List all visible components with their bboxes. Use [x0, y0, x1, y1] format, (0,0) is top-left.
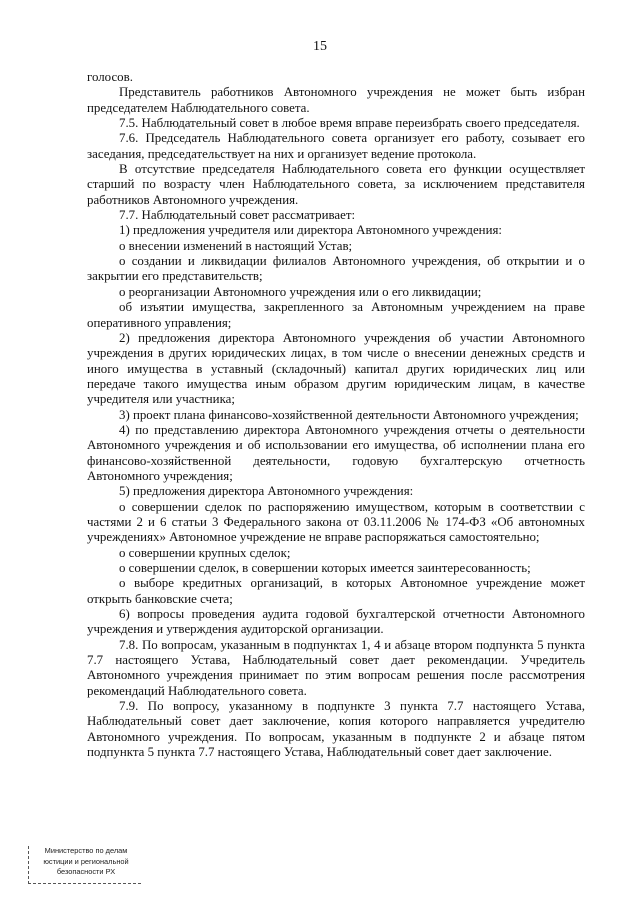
paragraph: о совершении сделок по распоряжению имуществом, которым в соответствии с частями 2 и 6 статьи 3 Федерального закона от 03.11.2006 № 174-ФЗ «Об автономных учреждениях» Автономное учреждение не вправе распоряжаться самостоятельно;	[87, 499, 585, 545]
stamp-line: безопасности РХ	[56, 867, 116, 876]
paragraph: 5) предложения директора Автономного учреждения:	[119, 484, 414, 499]
paragraph: голосов.	[87, 70, 133, 84]
page-number: 15	[313, 39, 327, 54]
document-body	[87, 70, 585, 760]
paragraph: 3) проект плана финансово-хозяйственной деятельности Автономного учреждения;	[119, 407, 579, 422]
paragraph: о выборе кредитных организаций, в которых Автономное учреждение может открыть банковские счета;	[87, 576, 585, 606]
paragraph: 7.8. По вопросам, указанным в подпунктах 1, 4 и абзаце втором подпункта 5 пункта 7.7 настоящего Устава, Наблюдательный совет дает рекомендации. Учредитель Автономного учреждения принимает по этим вопросам решения после рассмотрения рекомендаций Наблюдательного совета.	[87, 637, 585, 698]
paragraph: об изъятии имущества, закрепленного за Автономным учреждением на праве оперативного управления;	[87, 300, 585, 330]
paragraph: 7.9. По вопросу, указанному в подпункте 3 пункта 7.7 настоящего Устава, Наблюдательный совет дает заключение, копия которого направляется учредителю Автономного учреждения. По вопросам, указанным в подпункте 2 и абзаце пятом подпункта 5 пункта 7.7 настоящего Устава, Наблюдательный совет дает заключение.	[87, 699, 585, 760]
registration-stamp	[28, 846, 141, 884]
paragraph: 7.6. Председатель Наблюдательного совета организует его работу, созывает его заседания, председательствует на них и организует ведение протокола.	[87, 131, 585, 161]
paragraph: 6) вопросы проведения аудита годовой бухгалтерской отчетности Автономного учреждения и утверждения аудиторской организации.	[87, 607, 585, 637]
paragraph: В отсутствие председателя Наблюдательного совета его функции осуществляет старший по возрасту член Наблюдательного совета, за исключением представителя работников Автономного учреждения.	[87, 162, 585, 207]
stamp-line: юстиции и региональной	[43, 856, 129, 866]
paragraph: 4) по представлению директора Автономного учреждения отчеты о деятельности Автономного учреждения и об использовании его имущества, об исполнении плана его финансово-хозяйственной деятельности, годовую бухгалтерскую отчетность Автономного учреждения;	[87, 422, 585, 483]
paragraph: о совершении крупных сделок;	[119, 545, 291, 560]
paragraph: о внесении изменений в настоящий Устав;	[119, 238, 353, 253]
paragraph: 7.7. Наблюдательный совет рассматривает:	[119, 208, 356, 223]
paragraph: Представитель работников Автономного учреждения не может быть избран председателем Наблюдательного совета.	[87, 85, 585, 115]
stamp-line: Министерство по делам	[44, 846, 128, 855]
paragraph: 2) предложения директора Автономного учреждения об участии Автономного учреждения в других юридических лицах, в том числе о внесении денежных средств и иного имущества в уставный (складочный) капитал других юридических лиц или передаче такого имущества иным образом другим юридическим лицам, в качестве учредителя или участника;	[87, 330, 585, 407]
paragraph: о реорганизации Автономного учреждения или о его ликвидации;	[119, 284, 482, 299]
paragraph: о совершении сделок, в совершении которых имеется заинтересованность;	[119, 561, 531, 575]
paragraph: о создании и ликвидации филиалов Автономного учреждения, об открытии и о закрытии его представительств;	[87, 254, 585, 284]
paragraph: 1) предложения учредителя или директора Автономного учреждения:	[119, 223, 502, 238]
paragraph: 7.5. Наблюдательный совет в любое время вправе переизбрать своего председателя.	[119, 116, 580, 131]
